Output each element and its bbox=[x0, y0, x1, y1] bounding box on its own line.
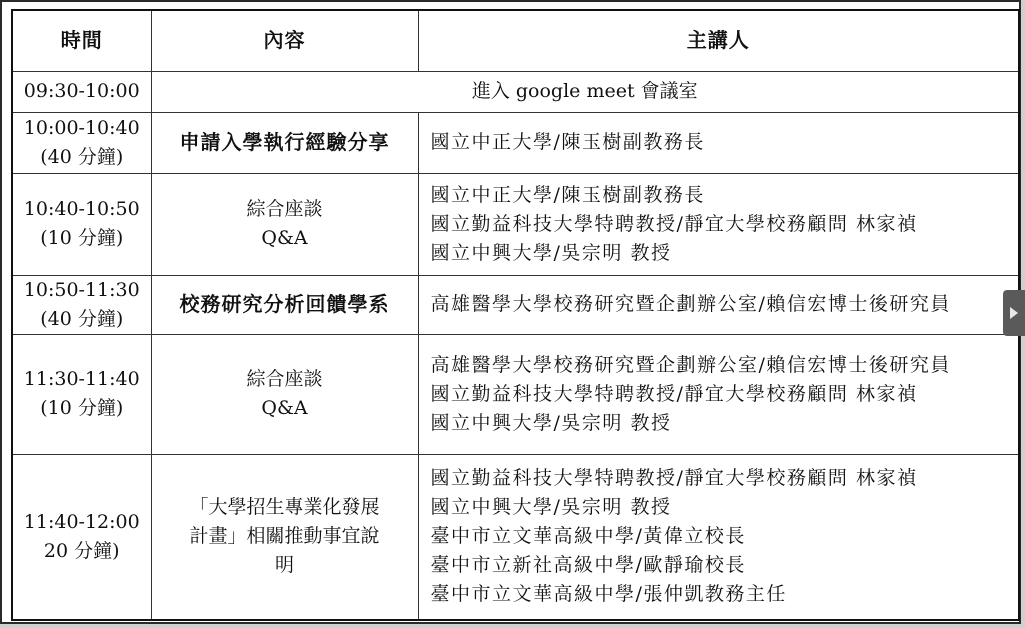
merged-content-cell: 進入 google meet 會議室 bbox=[151, 71, 1019, 112]
time-cell: 10:00-10:40 (40 分鐘) bbox=[12, 112, 151, 173]
speaker-cell: 國立勤益科技大學特聘教授/靜宜大學校務顧問 林家禎 國立中興大學/吳宗明 教授 臺中市立文華高級中學/黃偉立校長 臺中市立新社高級中學/歐靜瑜校長 臺中市立文華高級中學/張仲凱教務主任 bbox=[418, 454, 1019, 620]
content-cell: 申請入學執行經驗分享 bbox=[151, 112, 418, 173]
content-cell: 綜合座談 Q&A bbox=[151, 334, 418, 454]
content-cell: 綜合座談 Q&A bbox=[151, 173, 418, 275]
table-row bbox=[12, 275, 1019, 334]
header-content: 內容 bbox=[151, 10, 418, 71]
content-cell: 「大學招生專業化發展 計畫」相關推動事宜說 明 bbox=[151, 454, 418, 620]
table-row bbox=[12, 454, 1019, 620]
header-time: 時間 bbox=[12, 10, 151, 71]
speaker-cell: 國立中正大學/陳玉樹副教務長 bbox=[418, 112, 1019, 173]
content-cell: 校務研究分析回饋學系 bbox=[151, 275, 418, 334]
header-row bbox=[12, 10, 1019, 71]
chevron-right-icon bbox=[1009, 306, 1019, 320]
speaker-cell: 高雄醫學大學校務研究暨企劃辦公室/賴信宏博士後研究員 國立勤益科技大學特聘教授/靜宜大學校務顧問 林家禎 國立中興大學/吳宗明 教授 bbox=[418, 334, 1019, 454]
scroll-right-button[interactable] bbox=[1003, 290, 1025, 336]
time-cell: 11:30-11:40 (10 分鐘) bbox=[12, 334, 151, 454]
table-row bbox=[12, 71, 1019, 112]
table-row bbox=[12, 112, 1019, 173]
table-row bbox=[12, 173, 1019, 275]
time-cell: 10:40-10:50 (10 分鐘) bbox=[12, 173, 151, 275]
speaker-cell: 國立中正大學/陳玉樹副教務長 國立勤益科技大學特聘教授/靜宜大學校務顧問 林家禎 國立中興大學/吳宗明 教授 bbox=[418, 173, 1019, 275]
speaker-cell: 高雄醫學大學校務研究暨企劃辦公室/賴信宏博士後研究員 bbox=[418, 275, 1019, 334]
agenda-table bbox=[11, 9, 1020, 621]
table-row bbox=[12, 334, 1019, 454]
time-cell: 09:30-10:00 bbox=[12, 71, 151, 112]
header-speaker: 主講人 bbox=[418, 10, 1019, 71]
time-cell: 11:40-12:00 20 分鐘) bbox=[12, 454, 151, 620]
time-cell: 10:50-11:30 (40 分鐘) bbox=[12, 275, 151, 334]
